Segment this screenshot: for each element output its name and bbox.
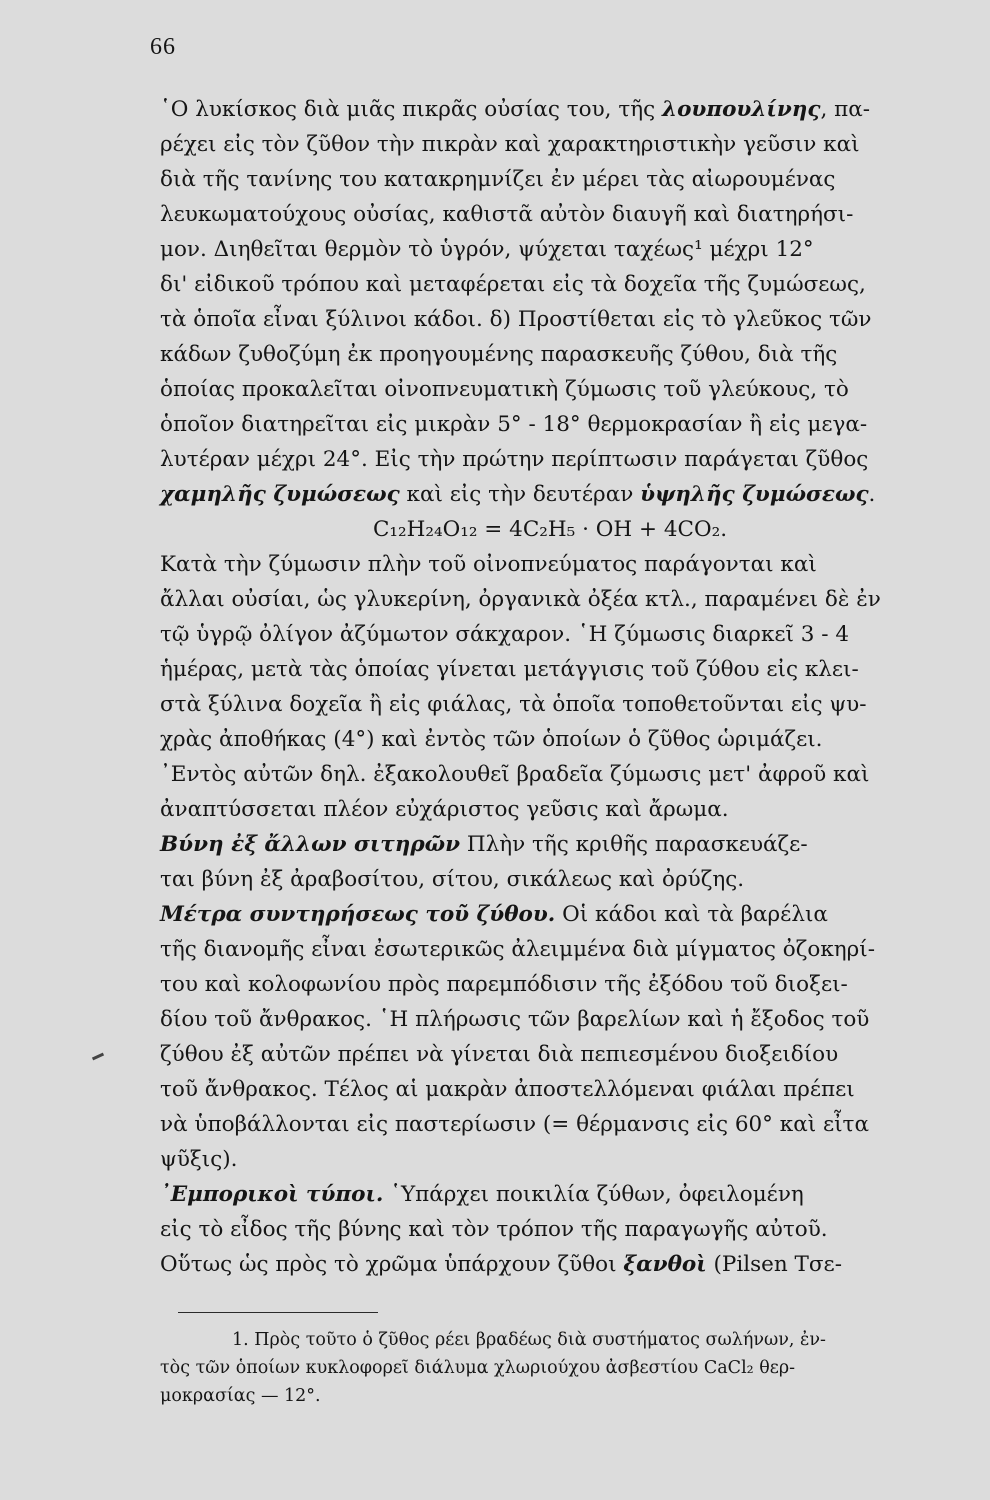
text-line [160,722,930,757]
text-span: τῷ ὑγρῷ ὀλίγον ἀζύμωτον σάκχαρον. ῾Η ζύμωσις διαρκεῖ 3 - 4 [160,622,850,647]
text-span: διὰ τῆς τανίνης του κατακρημνίζει ἐν μέρει τὰς αἰωρουμένας [160,167,836,192]
text-line [160,1002,930,1037]
text-span: ἡμέρας, μετὰ τὰς ὁποίας γίνεται μετάγγισις τοῦ ζύθου εἰς κλει- [160,657,859,682]
text-span: Οἱ κάδοι καὶ τὰ βαρέλια [555,902,828,927]
text-span: καὶ εἰς τὴν δευτέραν [399,482,641,507]
text-span: μον. Διηθεῖται θερμὸν τὸ ὑγρόν, ψύχεται ταχέως¹ μέχρι 12° [160,237,814,262]
text-line [160,582,930,617]
text-span: Οὕτως ὡς πρὸς τὸ χρῶμα ὑπάρχουν ζῦθοι [160,1252,624,1277]
text-line [160,92,930,127]
text-span: ρέχει εἰς τὸν ζῦθον τὴν πικρὰν καὶ χαρακτηριστικὴν γεῦσιν καὶ [160,132,860,157]
text-line [160,1247,930,1282]
text-span: (Pilsen Τσε- [706,1252,842,1277]
text-line [160,442,930,477]
text-span: στὰ ξύλινα δοχεῖα ἢ εἰς φιάλας, τὰ ὁποῖα τοποθετοῦνται εἰς ψυ- [160,692,867,717]
page-number: 66 [150,34,176,60]
text-line [160,792,930,827]
text-span: λευκωματούχους οὐσίας, καθιστᾶ αὐτὸν διαυγῆ καὶ διατηρήσι- [160,202,854,227]
text-span: τὰ ὁποῖα εἶναι ξύλινοι κάδοι. δ) Προστίθεται εἰς τὸ γλεῦκος τῶν [160,307,872,332]
text-span: λυτέραν μέχρι 24°. Εἰς τὴν πρώτην περίπτωσιν παράγεται ζῦθος [160,447,869,472]
text-span: χρὰς ἀποθήκας (4°) καὶ ἐντὸς τῶν ὁποίων ὁ ζῦθος ὡριμάζει. [160,727,823,752]
text-span: ψῦξις). [160,1147,238,1172]
text-line [160,897,930,932]
text-span: Πλὴν τῆς κριθῆς παρασκευάζε- [460,832,808,857]
footnotes [160,1326,930,1410]
text-line [160,967,930,1002]
emphasized-text: ὑψηλῆς ζυμώσεως [640,482,869,507]
text-line [160,1142,930,1177]
text-line [160,232,930,267]
text-line [160,267,930,302]
text-span: ζύθου ἐξ αὐτῶν πρέπει νὰ γίνεται διὰ πεπιεσμένου διοξειδίου [160,1042,839,1067]
text-line [160,827,930,862]
emphasized-text: Βύνη ἐξ ἄλλων σιτηρῶν [160,832,461,857]
text-span: τοῦ ἄνθρακος. Τέλος αἱ μακρὰν ἀποστελλόμεναι φιάλαι πρέπει [160,1077,855,1102]
text-line [160,127,930,162]
text-span: κάδων ζυθοζύμη ἐκ προηγουμένης παρασκευῆς ζύθου, διὰ τῆς [160,342,838,367]
text-span: ῾Υπάρχει ποικιλία ζύθων, ὀφειλομένη [383,1182,804,1207]
footnote-line: τὸς τῶν ὁποίων κυκλοφορεῖ διάλυμα χλωριούχου ἀσβεστίου CaCl₂ θερ- [160,1358,796,1378]
text-line [160,932,930,967]
text-span: νὰ ὑποβάλλονται εἰς παστερίωσιν (= θέρμανσις εἰς 60° καὶ εἶτα [160,1112,869,1137]
text-span: C₁₂H₂₄O₁₂ = 4C₂H₅ · OH + 4CO₂. [372,517,728,542]
text-line [160,1037,930,1072]
text-span: , πα- [820,97,871,122]
text-line [160,617,930,652]
text-line [160,1107,930,1142]
footnote-line: μοκρασίας — 12°. [160,1386,321,1406]
text-span: δι' εἰδικοῦ τρόπου καὶ μεταφέρεται εἰς τὰ δοχεῖα τῆς ζυμώσεως, [160,272,866,297]
text-line [160,197,930,232]
text-line [160,477,930,512]
text-span: Κατὰ τὴν ζύμωσιν πλὴν τοῦ οἰνοπνεύματος παράγονται καὶ [160,552,817,577]
text-span: του καὶ κολοφωνίου πρὸς παρεμπόδισιν τῆς ἐξόδου τοῦ διοξει- [160,972,848,997]
text-line [160,687,930,722]
text-line [160,337,930,372]
text-span: ται βύνη ἐξ ἀραβοσίτου, σίτου, σικάλεως καὶ ὀρύζης. [160,867,745,892]
text-line [160,757,930,792]
text-line [160,407,930,442]
text-span: ῾Ο λυκίσκος διὰ μιᾶς πικρᾶς οὐσίας του, τῆς [160,97,663,122]
emphasized-text: Μέτρα συντηρήσεως τοῦ ζύθου. [160,902,556,927]
emphasized-text: ᾿Εμπορικοὶ τύποι. [160,1182,384,1207]
text-line [160,302,930,337]
text-line [160,372,930,407]
footnote-divider [178,1312,378,1313]
margin-mark [92,1053,104,1061]
text-line [160,652,930,687]
emphasized-text: ξανθοὶ [623,1252,707,1277]
body-text [160,92,930,1282]
text-line [160,162,930,197]
text-span: ἄλλαι οὐσίαι, ὡς γλυκερίνη, ὀργανικὰ ὀξέα κτλ., παραμένει δὲ ἐν [160,587,881,612]
text-line [160,1072,930,1107]
text-span: δίου τοῦ ἄνθρακος. ῾Η πλήρωσις τῶν βαρελίων καὶ ἡ ἔξοδος τοῦ [160,1007,870,1032]
text-span: τῆς διανομῆς εἶναι ἐσωτερικῶς ἀλειμμένα διὰ μίγματος ὀζοκηρί- [160,937,876,962]
text-line [160,547,930,582]
text-span: ἀναπτύσσεται πλέον εὐχάριστος γεῦσις καὶ ἄρωμα. [160,797,729,822]
emphasized-text: λουπουλίνης [662,97,821,122]
emphasized-text: χαμηλῆς ζυμώσεως [160,482,400,507]
text-span: ὁποῖον διατηρεῖται εἰς μικρὰν 5° - 18° θερμοκρασίαν ἢ εἰς μεγα- [160,412,868,437]
text-span: εἰς τὸ εἶδος τῆς βύνης καὶ τὸν τρόπον τῆς παραγωγῆς αὐτοῦ. [160,1217,828,1242]
text-line [160,1177,930,1212]
text-line [160,862,930,897]
text-span: . [868,482,876,507]
formula-line [160,512,930,547]
text-span: ᾿Εντὸς αὐτῶν δηλ. ἐξακολουθεῖ βραδεῖα ζύμωσις μετ' ἀφροῦ καὶ [160,762,870,787]
footnote-line: 1. Πρὸς τοῦτο ὁ ζῦθος ρέει βραδέως διὰ συστήματος σωλήνων, ἐν- [232,1330,826,1350]
text-span: ὁποίας προκαλεῖται οἰνοπνευματικὴ ζύμωσις τοῦ γλεύκους, τὸ [160,377,849,402]
text-line [160,1212,930,1247]
